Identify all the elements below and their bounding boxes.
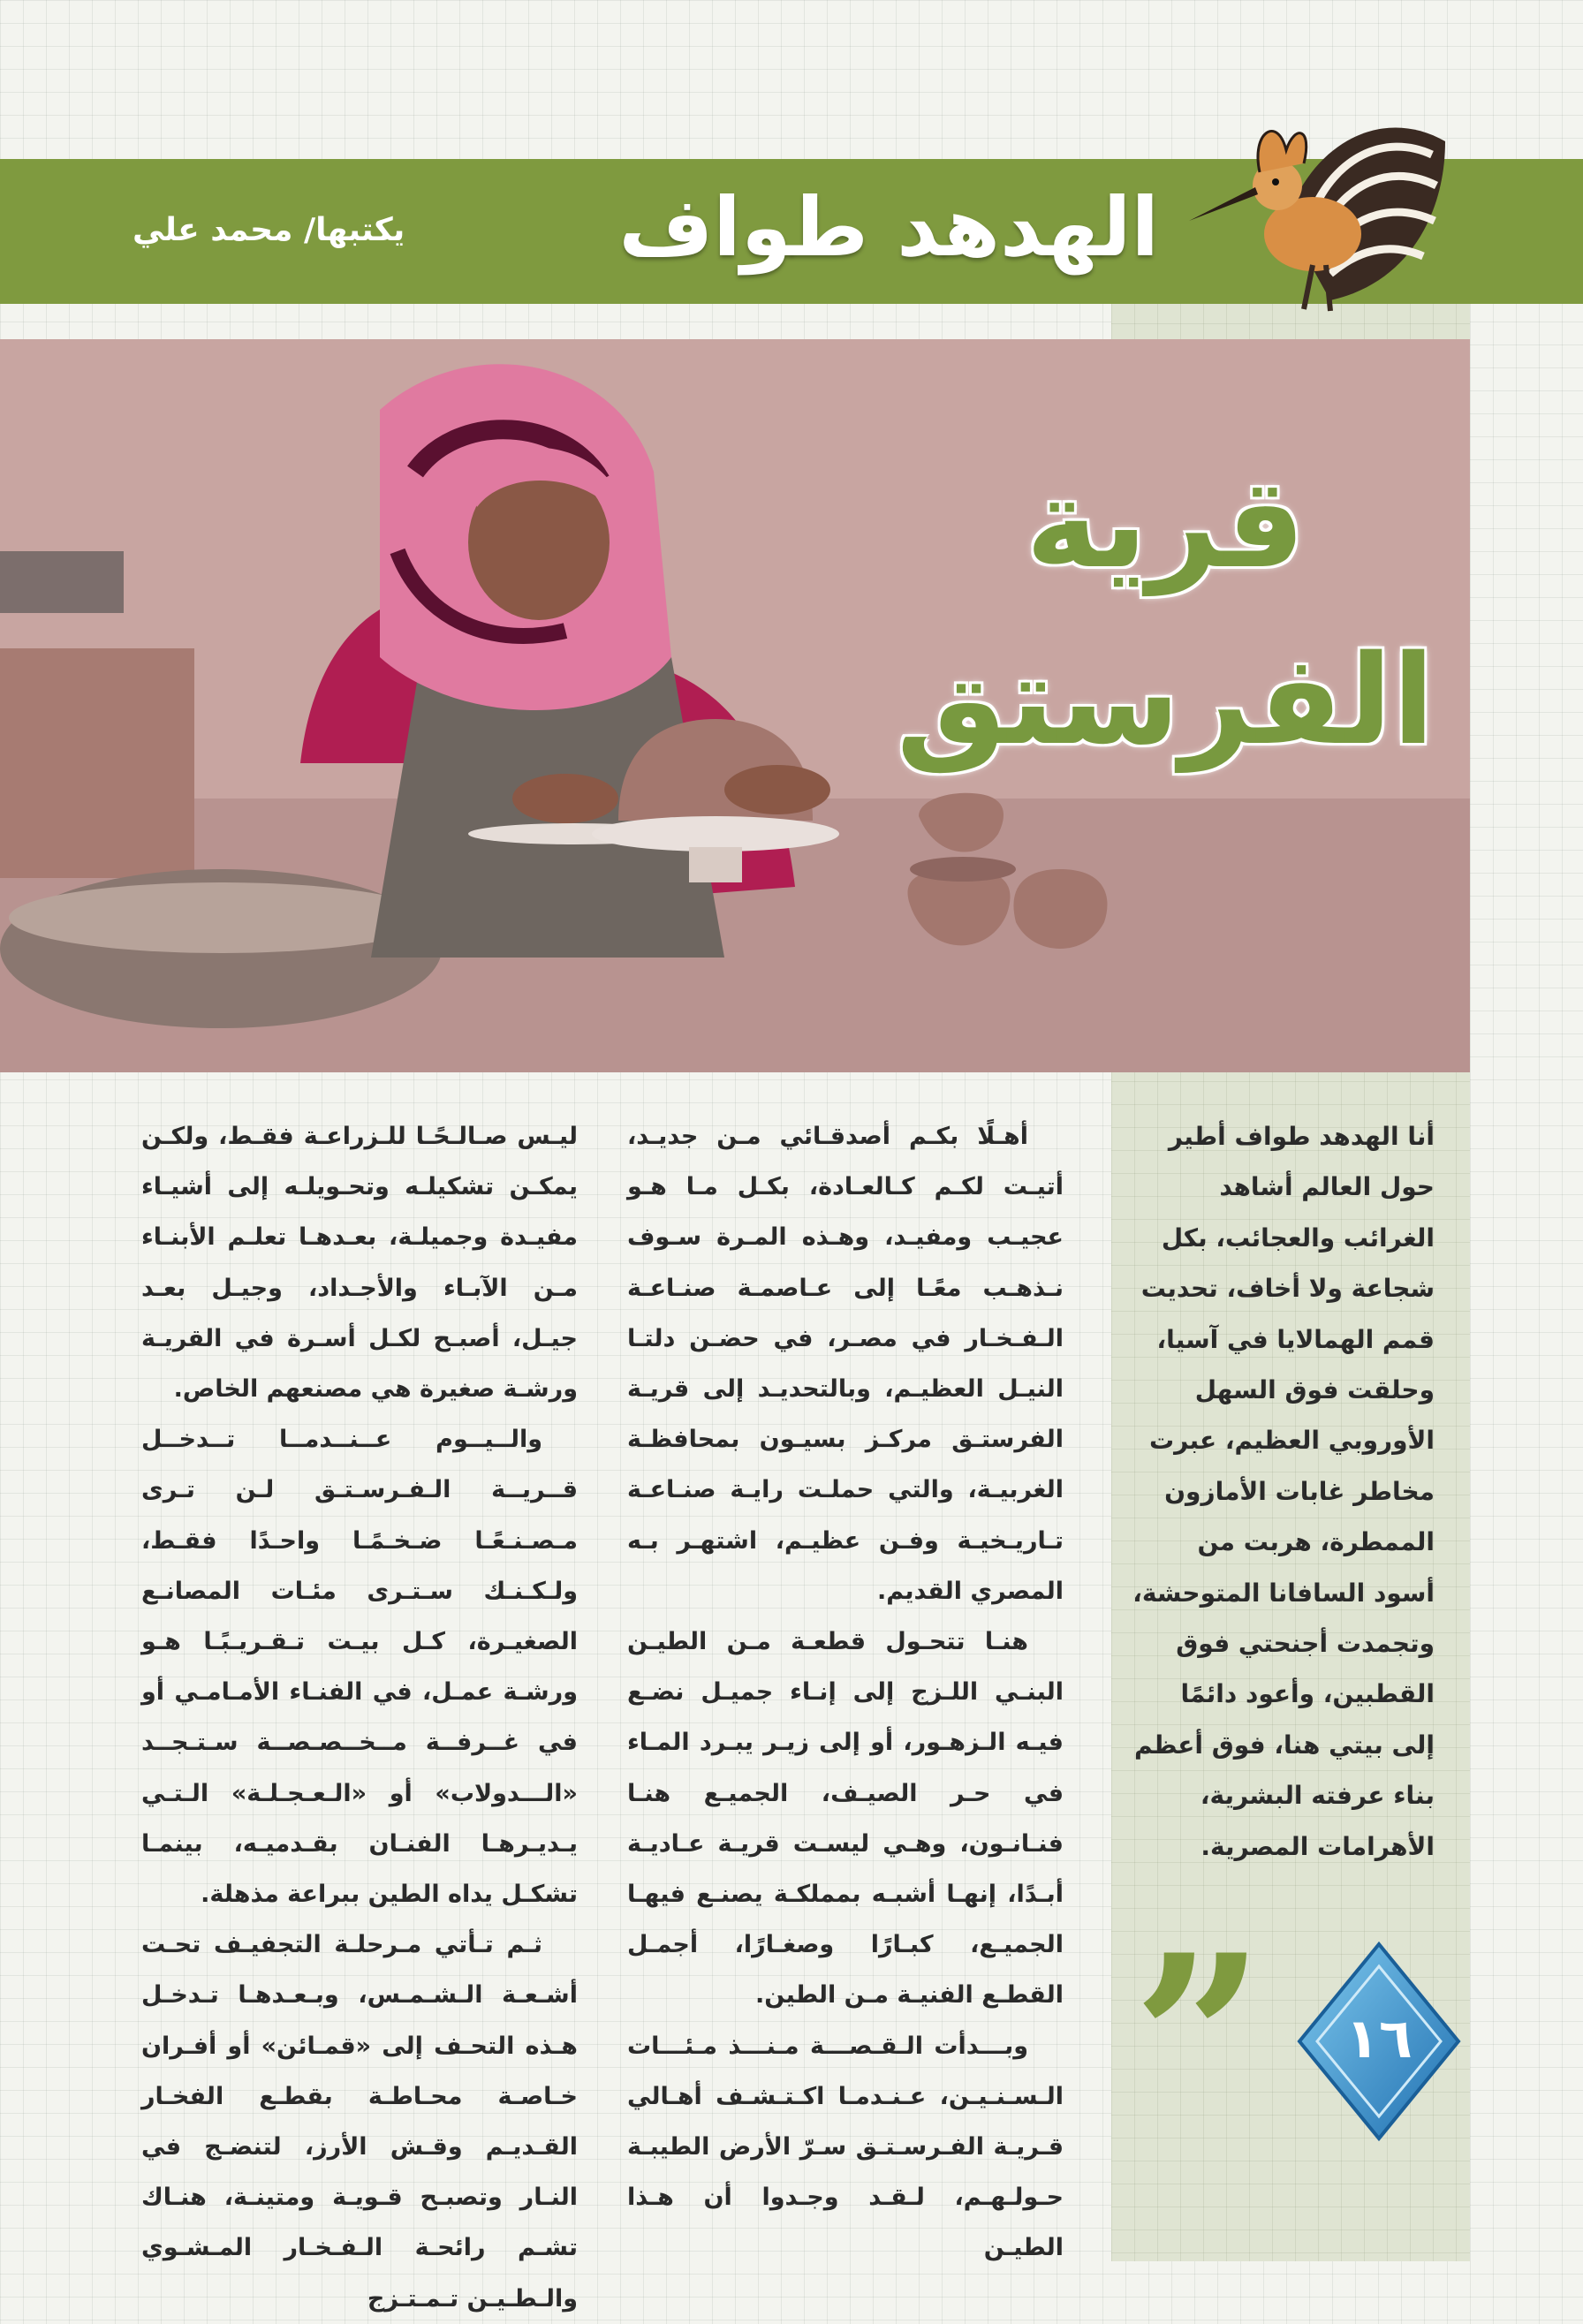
body-paragraph: ثـم تـأتي مـرحلـة التجفيـف تحـت أشـعـة الـشـمـس، وبـعـدهـا تـدخـل هـذه التحـف إلى «قمـائن» أو أفـران خـاصـة محـاطـة بقطـع الفخـار القـديـم وقـش الأرز، لتنضـج في النـار وتصبـح قـويـة ومتينـة، هنـاك تشـم رائحـة الـفـخـار المـشـوي والـطـيـن تـمـتـزج bbox=[141, 1931, 578, 2313]
quote-mark-icon: ” bbox=[1132, 1905, 1265, 2175]
hoopoe-bird-icon bbox=[1180, 88, 1463, 336]
intro-paragraph: أنا الهدهد طواف أطير حول العالم أشاهد الغرائب والعجائب، بكل شجاعة ولا أخاف، تحديت قمم الهمالايا في آسيا، وحلقت فوق السهل الأوروبي العظيم، عبرت مخاطر غابات الأمازون الممطرة، هربت من أسود السافانا المتوحشة، وتجمدت أجنحتي فوق القطبين، وأعود دائمًا إلى بيتي هنا، فوق أعظم بناء عرفته البشرية، الأهرامات المصرية. bbox=[1132, 1122, 1435, 1861]
article-title-line1: قرية bbox=[1026, 452, 1306, 596]
intro-column bbox=[1132, 1111, 1435, 1872]
body-paragraph: أهـلًا بكـم أصدقـائي مـن جديـد، أتيـت لكـم كـالعـادة، بكـل مـا هـو عجيـب ومفيـد، وهـذه المـرة سـوف نـذهـب معًـا إلى عـاصمـة صنـاعـة الـفـخـار في مصـر، في حضـن دلتـا النيـل العظيـم، وبالتحديـد إلى قريـة الفرستـق مركـز بسيـون بمحافظـة الغربيـة، والتي حملـت رايـة صنـاعـة تـاريـخيـة وفـن عظيـم، اشتهـر بـه المصري القديم. bbox=[627, 1123, 1064, 1605]
left-column bbox=[141, 1111, 578, 2324]
body-paragraph: وبـــدأت الـقـصـــة مـنـــذ مـئـــات الـسـنـيـن، عـنـدمـا اكـتـشـف أهـالي قـريـة الفـرسـتـق سـرّ الأرض الطيبـة حـولـهـم، لـقـد وجـدوا أن هـذا الطيـن bbox=[627, 2032, 1064, 2262]
body-paragraph: ليـس صـالـحًـا للـزراعـة فقـط، ولكـن يمكـن تشكيلـه وتحـويلـه إلى أشيـاء مفيـدة وجميلـة، بعـدهـا تعلـم الأبنـاء مـن الآبـاء والأجـداد، وجيـل بعـد جيـل، أصبـح لكـل أسـرة في القريـة ورشـة صغيرة هي مصنعهم الخاص. bbox=[141, 1123, 578, 1404]
article-title-line2: الفرستق bbox=[896, 629, 1435, 773]
article-title bbox=[897, 436, 1435, 790]
hero-photo bbox=[0, 339, 1470, 1072]
body-paragraph: والــيــوم عــنــدمــا تــدخــل قــريــة الـفـرسـتـق لـن تـرى مـصـنـعًـا ضـخـمًـا واحـدًا فقـط، ولـكـنـك سـتـرى مئـات المصانـع الصغيـرة، كـل بيـت تـقـريـبًـا هـو ورشـة عمـل، في الفنـاء الأمـامـي أو في غــرفــة مــخــصـصــة سـتـجــد «الـــدولاب» أو «الـعـجـلـة» الـتـي يـديـرهـا الفنـان بقـدميـه، بينمـا تشكـل يداه الطين ببراعة مذهلة. bbox=[141, 1426, 578, 1909]
middle-column bbox=[627, 1111, 1064, 2274]
page-number: ١٦ bbox=[1345, 2006, 1413, 2070]
body-paragraph: هنـا تتحـول قطعـة مـن الطيـن البنـي اللـزج إلى إنـاء جميـل نضـع فيـه الـزهـور، أو إلى زيـر يبـرد المـاء في حـر الصيـف، الجميـع هنـا فنـانـون، وهـي ليسـت قريـة عـاديـة أبـدًا، إنهـا أشبـه بمملكـة يصنـع فيهـا الجميـع، كبـارًا وصغـارًا، أجمـل القطـع الفنيـة مـن الطين. bbox=[627, 1628, 1064, 2010]
section-title: الهدهد طواف bbox=[618, 180, 1159, 275]
author-byline: يكتبها/ محمد علي bbox=[133, 212, 405, 248]
